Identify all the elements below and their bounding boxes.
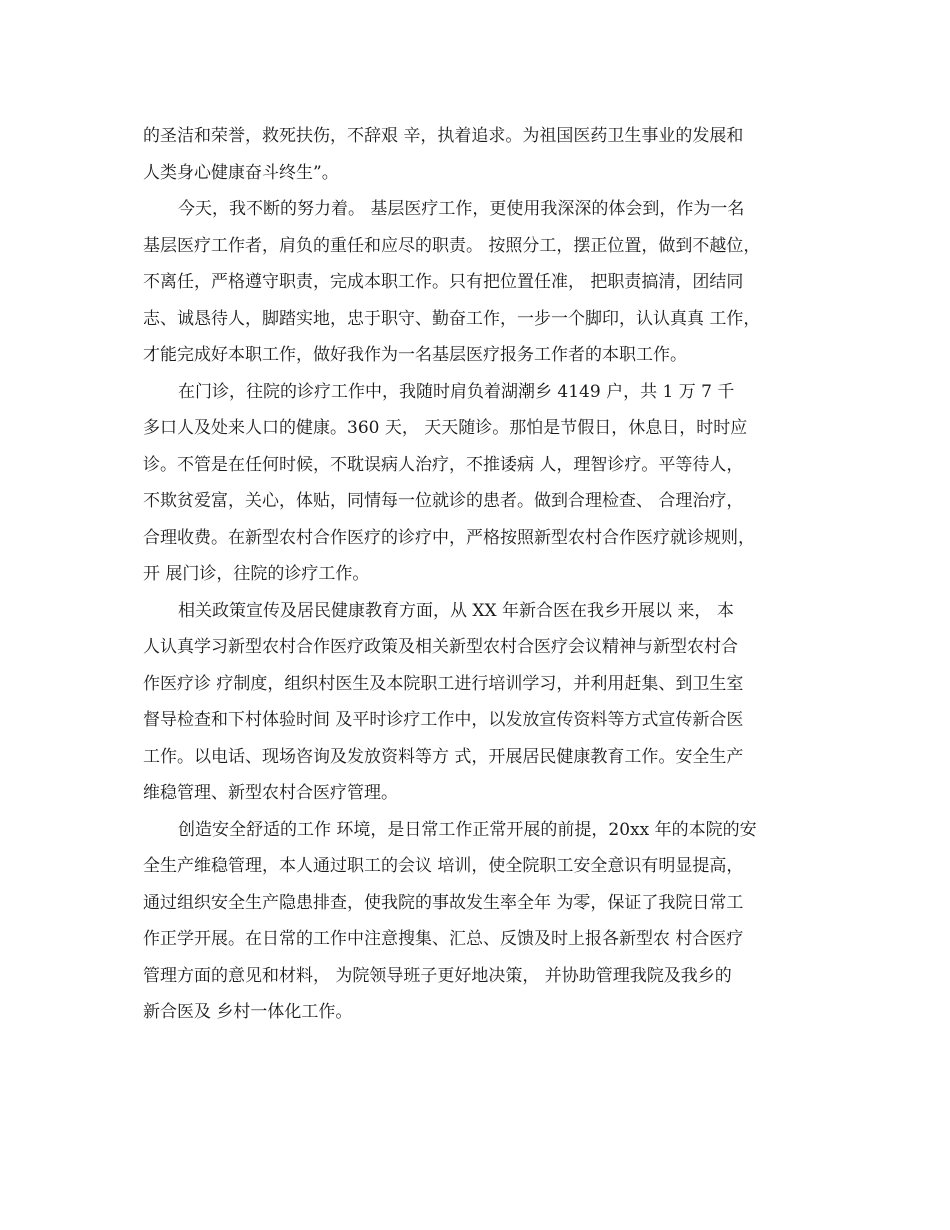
paragraph-first-line: 今天，我不断的努力着。 基层医疗工作，更使用我深深的体会到，作为一名 [178, 199, 745, 219]
text-line: 基层医疗工作者，肩负的重任和应尽的职责。 按照分工，摆正位置，做到不越位， [143, 235, 761, 256]
text-line: 的圣洁和荣誉，救死扶伤，不辞艰 辛，执着追求。为祖国医药卫生事业的发展和 [143, 126, 744, 146]
text-line: 作医疗诊 疗制度，组织村医生及本院职工进行培训学习，并利用赶集、到卫生室 [143, 673, 744, 694]
paragraph-first-line: 在门诊，往院的诊疗工作中，我随时肩负着湖潮乡 4149 户，共 1 万 7 千 [178, 381, 735, 402]
text-line: 开 展门诊，往院的诊疗工作。 [143, 564, 370, 584]
text-line: 人认真学习新型农村合作医疗政策及相关新型农村合医疗会议精神与新型农村合 [143, 637, 738, 657]
text-line: 才能完成好本职工作，做好我作为一名基层医疗报务工作者的本职工作。 [143, 345, 687, 365]
text-line: 管理方面的意见和材料， 为院领导班子更好地决策， 并协助管理我院及我乡的 [143, 965, 732, 986]
text-line: 合理收费。在新型农村合作医疗的诊疗中，严格按照新型农村合作医疗就诊规则， [143, 527, 755, 548]
text-line: 督导检查和下村体验时间 及平时诊疗工作中，以发放宣传资料等方式宣传新合医 [143, 710, 744, 730]
paragraph-first-line: 相关政策宣传及居民健康教育方面，从 XX 年新合医在我乡开展以 来， 本 [178, 600, 734, 621]
text-line: 作正学开展。在日常的工作中注意搜集、汇总、反馈及时上报各新型农 村合医疗 [143, 929, 744, 949]
text-line: 诊。不管是在任何时候，不耽误病人治疗，不推诿病 人，理智诊疗。平等待人， [143, 454, 744, 475]
text-line: 志、诚恳待人，脚踏实地，忠于职守、勤奋工作，一步一个脚印，认认真真 工作， [143, 308, 761, 329]
text-line: 维稳管理、新型农村合医疗管理。 [143, 783, 398, 803]
text-line: 通过组织安全生产隐患排查，使我院的事故发生率全年 为零，保证了我院日常工 [143, 892, 744, 913]
text-line: 新合医及 乡村一体化工作。 [143, 1002, 353, 1022]
paragraph-first-line: 创造安全舒适的工作 环境，是日常工作正常开展的前提，20xx 年的本院的安 [178, 819, 757, 840]
text-line: 工作。以电话、现场咨询及发放资料等方 式，开展居民健康教育工作。安全生产 [143, 746, 744, 767]
text-line: 多口人及处来人口的健康。360 天， 天天随诊。那怕是节假日，休息日，时时应 [143, 418, 748, 438]
text-line: 人类身心健康奋斗终生”。 [143, 162, 339, 183]
text-line: 不欺贫爱富，关心，体贴，同情每一位就诊的患者。做到合理检查、 合理治疗， [143, 491, 744, 511]
text-line: 不离任，严格遵守职责，完成本职工作。只有把位置任准， 把职责搞清，团结同 [143, 272, 744, 292]
body-text [143, 118, 808, 1031]
text-line: 全生产维稳管理，本人通过职工的会议 培训，使全院职工安全意识有明显提高， [143, 856, 744, 876]
